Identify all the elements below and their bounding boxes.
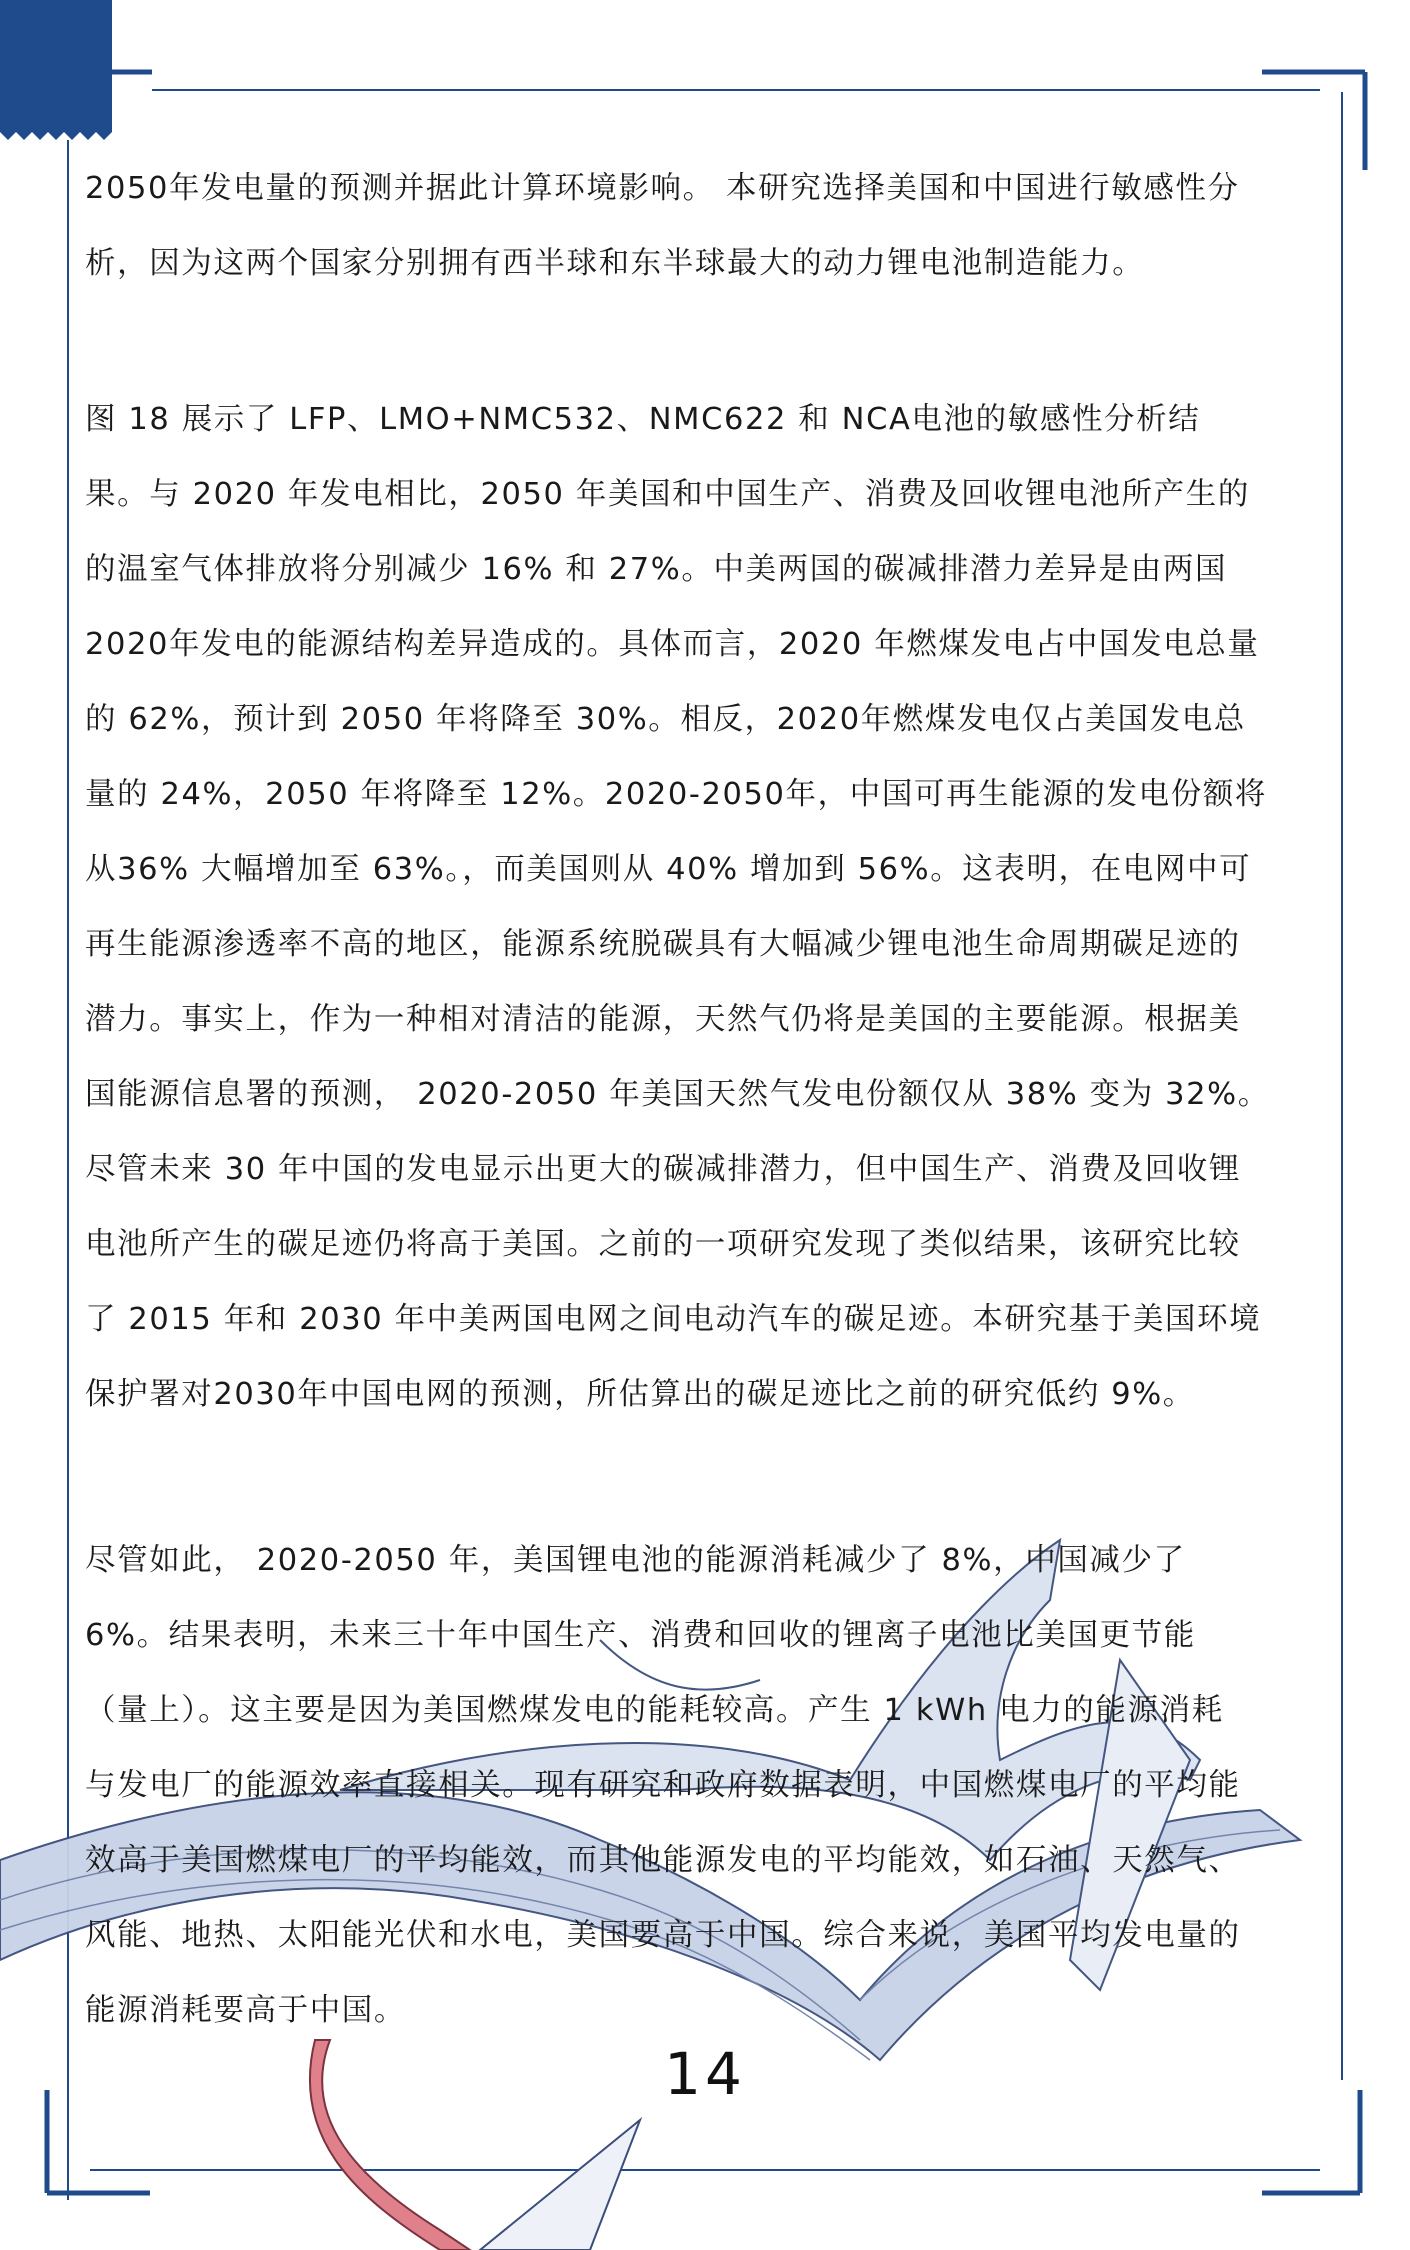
text-line: 尽管如此， 2020-2050 年，美国锂电池的能源消耗减少了 8%，中国减少了 <box>85 1543 1186 1578</box>
text-line: 图 18 展示了 LFP、LMO+NMC532、NMC622 和 NCA电池的敏感性分析结 <box>85 402 1201 437</box>
text-line: 从36% 大幅增加至 63%。，而美国则从 40% 增加到 56%。这表明，在电网中可 <box>85 852 1252 887</box>
text-line: 风能、地热、太阳能光伏和水电，美国要高于中国。综合来说，美国平均发电量的 <box>85 1918 1241 1953</box>
text-line: 再生能源渗透率不高的地区，能源系统脱碳具有大幅减少锂电池生命周期碳足迹的 <box>85 927 1241 962</box>
paragraph-2 <box>85 382 1325 1432</box>
text-line: 与发电厂的能源效率直接相关。现有研究和政府数据表明，中国燃煤电厂的平均能 <box>85 1768 1241 1803</box>
text-line: 能源消耗要高于中国。 <box>85 1993 406 2028</box>
text-line: 潜力。事实上，作为一种相对清洁的能源，天然气仍将是美国的主要能源。根据美 <box>85 1002 1241 1037</box>
text-line: 效高于美国燃煤电厂的平均能效，而其他能源发电的平均能效，如石油、天然气、 <box>85 1843 1241 1878</box>
text-line: （量上）。这主要是因为美国燃煤发电的能耗较高。产生 1 kWh 电力的能源消耗 <box>85 1693 1224 1728</box>
text-line: 析，因为这两个国家分别拥有西半球和东半球最大的动力锂电池制造能力。 <box>85 246 1145 281</box>
text-line: 果。与 2020 年发电相比，2050 年美国和中国生产、消费及回收锂电池所产生的 <box>85 477 1250 512</box>
paragraph-3 <box>85 1523 1325 2048</box>
text-line: 2020年发电的能源结构差异造成的。具体而言，2020 年燃煤发电占中国发电总量 <box>85 627 1260 662</box>
text-line: 量的 24%，2050 年将降至 12%。2020-2050年，中国可再生能源的发电份额将 <box>85 777 1268 812</box>
paper-plane-icon <box>480 2120 640 2250</box>
page-number: 14 <box>664 2040 746 2108</box>
paragraph-1 <box>85 151 1325 301</box>
text-line: 的 62%，预计到 2050 年将降至 30%。相反，2020年燃煤发电仅占美国发电总 <box>85 702 1246 737</box>
text-line: 的温室气体排放将分别减少 16% 和 27%。中美两国的碳减排潜力差异是由两国 <box>85 552 1228 587</box>
text-line: 尽管未来 30 年中国的发电显示出更大的碳减排潜力，但中国生产、消费及回收锂 <box>85 1152 1241 1187</box>
text-line: 保护署对2030年中国电网的预测，所估算出的碳足迹比之前的研究低约 9%。 <box>85 1377 1195 1412</box>
text-line: 6%。结果表明，未来三十年中国生产、消费和回收的锂离子电池比美国更节能 <box>85 1618 1196 1653</box>
text-line: 2050年发电量的预测并据此计算环境影响。 本研究选择美国和中国进行敏感性分 <box>85 171 1240 206</box>
text-line: 了 2015 年和 2030 年中美两国电网之间电动汽车的碳足迹。本研究基于美国环境 <box>85 1302 1262 1337</box>
text-line: 国能源信息署的预测， 2020-2050 年美国天然气发电份额仅从 38% 变为 32%。 <box>85 1077 1270 1112</box>
text-line: 电池所产生的碳足迹仍将高于美国。之前的一项研究发现了类似结果，该研究比较 <box>85 1227 1241 1262</box>
corner-flag-icon <box>0 0 112 140</box>
